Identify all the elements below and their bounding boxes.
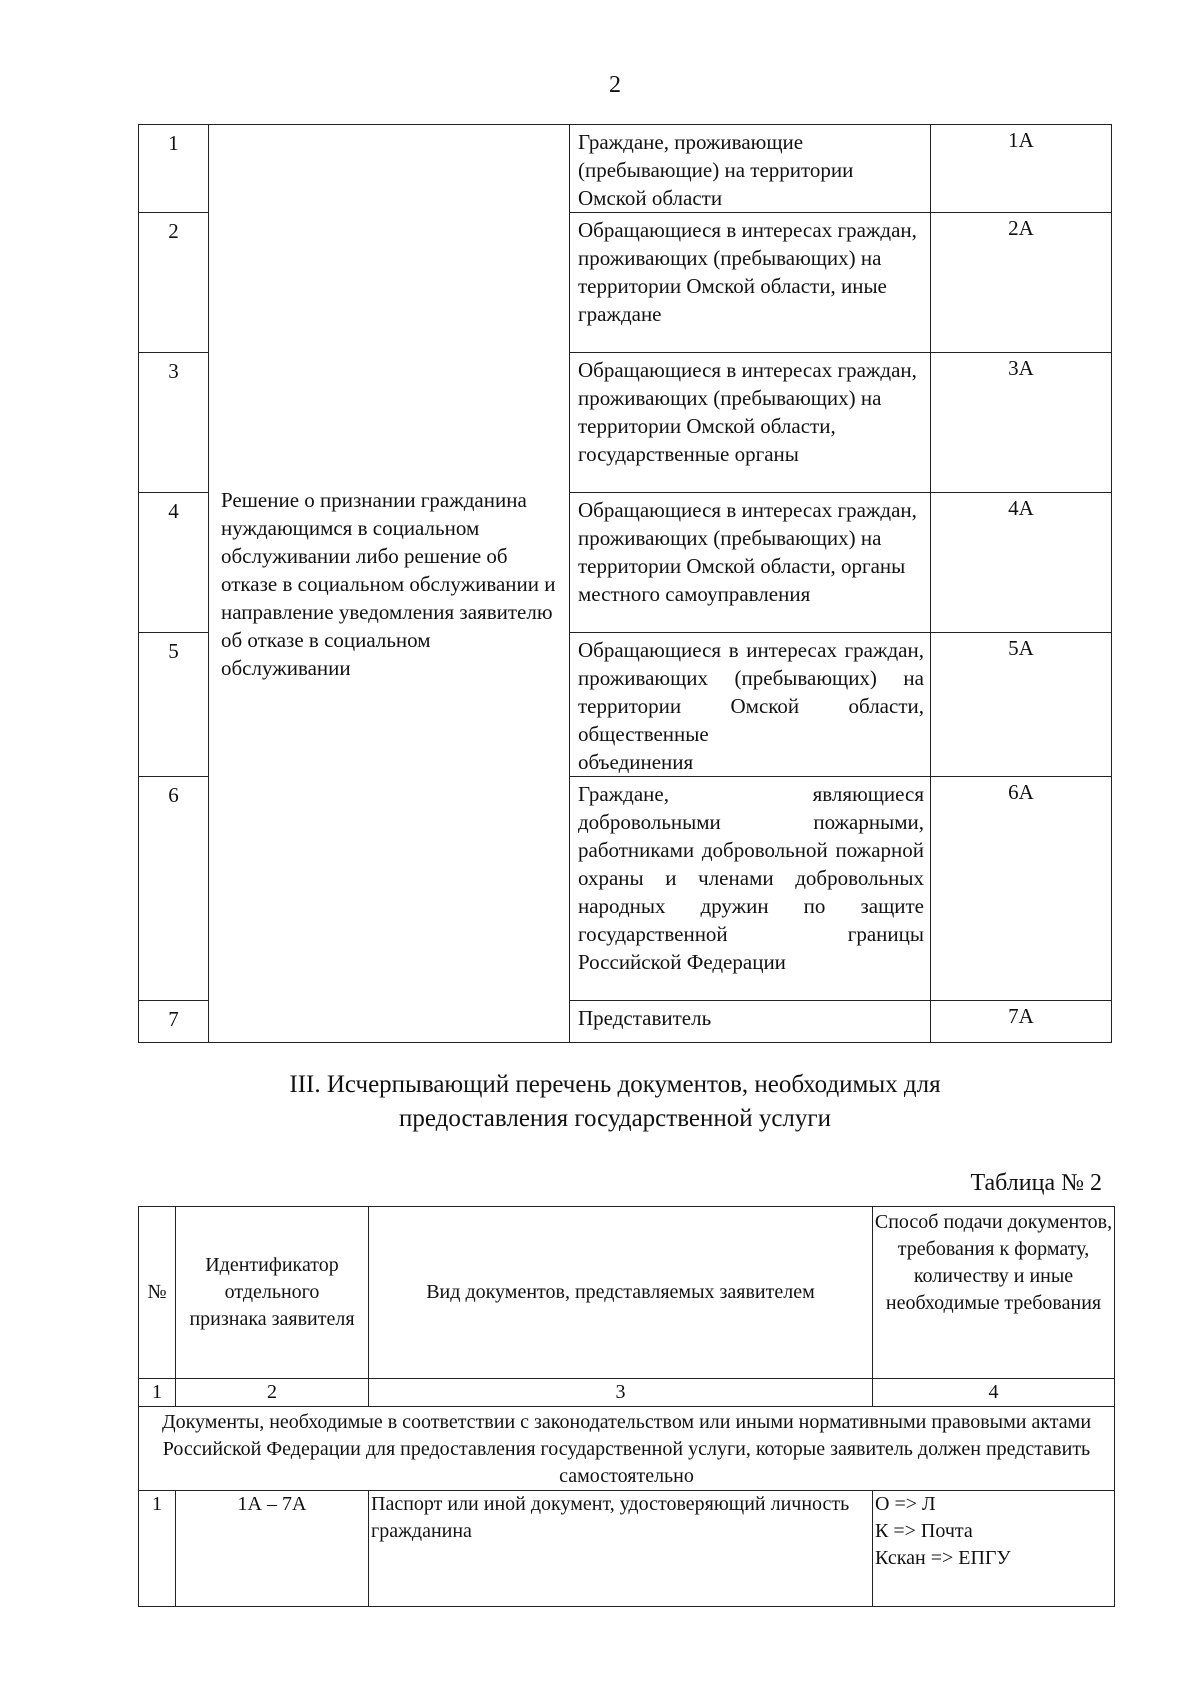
method-line: О => Л: [875, 1493, 936, 1515]
row-submission-method: [873, 1491, 1115, 1607]
header-identifier: Идентификатор отдельного признака заявителя: [176, 1207, 369, 1379]
column-number: 1: [139, 1379, 176, 1407]
category-description: Представитель: [570, 1001, 931, 1043]
section-row: [139, 1407, 1115, 1491]
applicant-categories-table: [138, 124, 1112, 1043]
method-line: К => Почта: [875, 1520, 973, 1542]
category-description: [570, 633, 931, 777]
table-row: [139, 1491, 1115, 1607]
category-code: 6А: [931, 777, 1112, 1001]
column-number: 4: [873, 1379, 1115, 1407]
category-description: Обращающиеся в интересах граждан, проживающих (пребывающих) на территории Омской области, государственные органы: [570, 353, 931, 493]
category-code: 7А: [931, 1001, 1112, 1043]
category-description-main: Граждане, являющиеся добровольными пожарными, работниками добровольной пожарной охраны и членами добровольных народных дружин по защите государственной границы: [578, 782, 924, 946]
row-number: 1: [139, 1491, 176, 1607]
header-document-type: Вид документов, представляемых заявителем: [369, 1207, 873, 1379]
section-heading-line1: III. Исчерпывающий перечень документов, необходимых для: [289, 1071, 941, 1098]
category-description-main: Обращающиеся в интересах граждан, проживающих (пребывающих) на территории Омской области, общественные: [578, 638, 924, 746]
table-label: Таблица № 2: [970, 1170, 1102, 1196]
method-line: Кскан => ЕПГУ: [875, 1547, 1011, 1569]
row-document-type: Паспорт или иной документ, удостоверяющий личность гражданина: [369, 1491, 873, 1607]
category-code: 3А: [931, 353, 1112, 493]
section-row-text: Документы, необходимые в соответствии с законодательством или иными нормативными правовыми актами Российской Федерации для предоставления государственной услуги, которые заявитель должен представить самостоятельно: [139, 1407, 1115, 1491]
category-description-last: объединения: [578, 750, 694, 774]
row-identifier: 1А – 7А: [176, 1491, 369, 1607]
row-number: 2: [139, 213, 209, 353]
header-submission-method: Способ подачи документов, требования к формату, количеству и иные необходимые требования: [873, 1207, 1115, 1379]
row-number: 6: [139, 777, 209, 1001]
category-code: 5А: [931, 633, 1112, 777]
category-description-last: Российской Федерации: [578, 950, 786, 974]
row-number: 5: [139, 633, 209, 777]
category-description: Обращающиеся в интересах граждан, проживающих (пребывающих) на территории Омской области, органы местного самоуправления: [570, 493, 931, 633]
result-description: Решение о признании гражданина нуждающимся в социальном обслуживании либо решение об отказе в социальном обслуживании и направление уведомления заявителю об отказе в социальном обслуживании: [209, 125, 570, 1043]
category-code: 4А: [931, 493, 1112, 633]
row-number: 4: [139, 493, 209, 633]
category-description: Обращающиеся в интересах граждан, проживающих (пребывающих) на территории Омской области, иные граждане: [570, 213, 931, 353]
header-number: №: [139, 1207, 176, 1379]
section-heading-line2: предоставления государственной услуги: [398, 1105, 832, 1132]
category-code: 2А: [931, 213, 1112, 353]
column-number-row: [139, 1379, 1115, 1407]
documents-table: [138, 1206, 1115, 1607]
category-description: [570, 777, 931, 1001]
category-code: 1А: [931, 125, 1112, 213]
section-heading: [0, 1068, 1200, 1136]
header-row: [139, 1207, 1115, 1379]
column-number: 3: [369, 1379, 873, 1407]
table-row: [139, 125, 1112, 213]
row-number: 3: [139, 353, 209, 493]
page-number: 2: [609, 72, 621, 98]
column-number: 2: [176, 1379, 369, 1407]
row-number: 1: [139, 125, 209, 213]
row-number: 7: [139, 1001, 209, 1043]
category-description: Граждане, проживающие (пребывающие) на территории Омской области: [570, 125, 931, 213]
